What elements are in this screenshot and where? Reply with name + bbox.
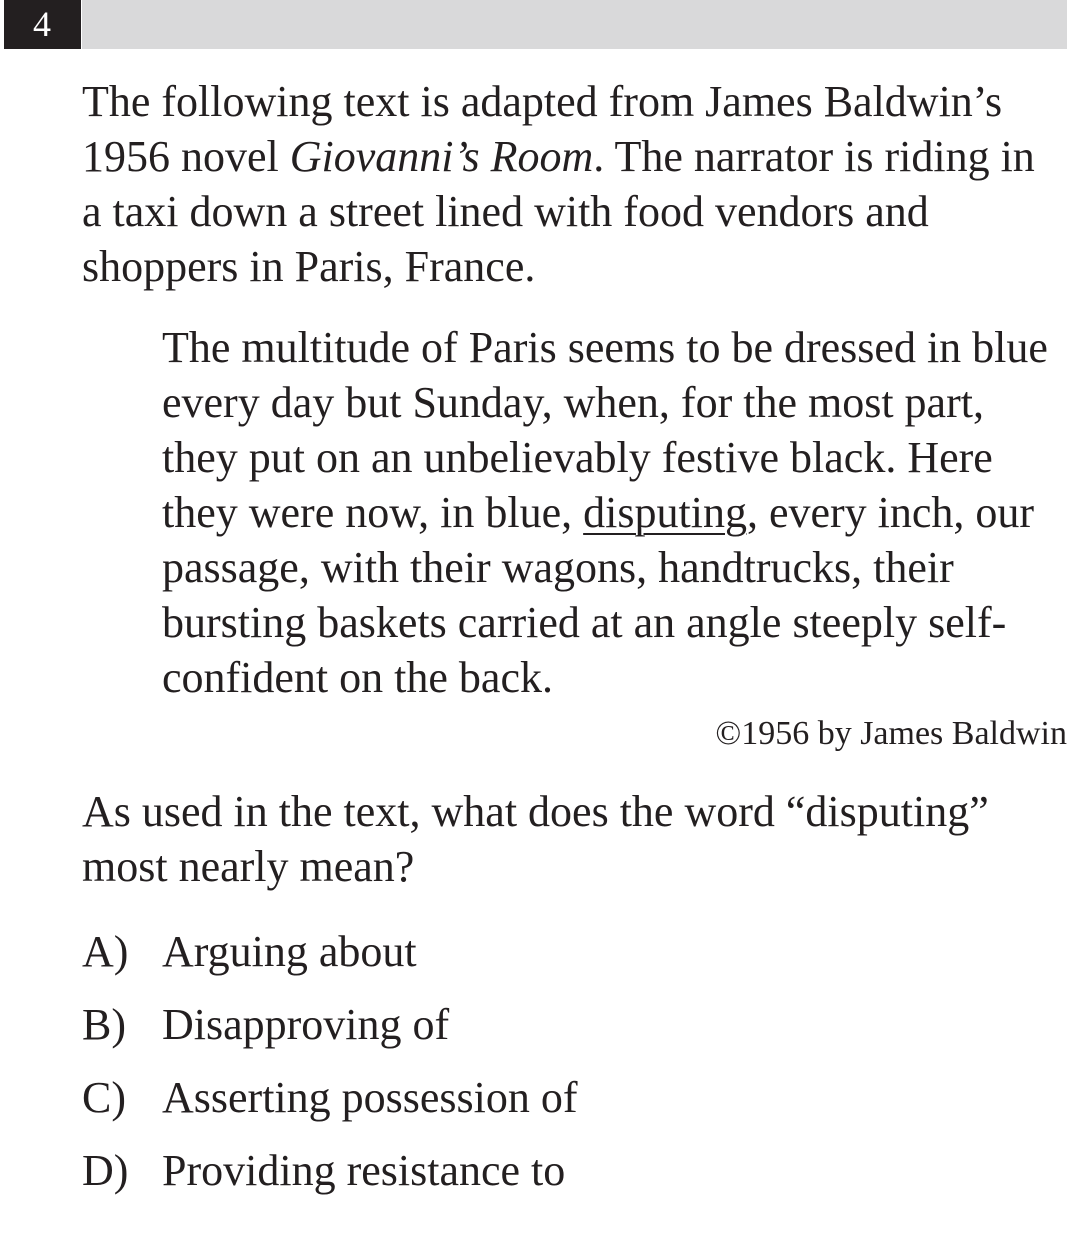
copyright-credit: ©1956 by James Baldwin (715, 715, 1067, 752)
choice-letter: D) (82, 1146, 129, 1195)
passage-text-end: , every inch, our passage, with their wagons, handtrucks, their bursting baskets carried at an angle steeply self-confident on the back. (162, 488, 1035, 702)
answer-choice-a[interactable] (82, 922, 1062, 982)
choice-letter: C) (82, 1073, 126, 1122)
choice-text: Arguing about (162, 927, 417, 976)
novel-title: Giovanni’s Room (289, 132, 594, 181)
intro-text-end: . The narrator is riding in a taxi down a street lined with food vendors and shoppers in Paris, France. (82, 132, 1035, 291)
question-prompt: As used in the text, what does the word “disputing” most nearly mean? (82, 787, 989, 891)
target-word: disputing (583, 488, 747, 537)
intro-text (82, 74, 1062, 294)
question-number-box (4, 0, 81, 49)
question-header-bar (82, 0, 1067, 49)
choice-letter: B) (82, 1000, 126, 1049)
passage-text-start: The multitude of Paris seems to be dressed in blue every day but Sunday, when, for the most part, they put on an unbelievably festive black. Here they were now, in blue, (162, 323, 1048, 537)
choice-letter: A) (82, 927, 129, 976)
choice-text: Providing resistance to (162, 1146, 566, 1195)
answer-choice-b[interactable] (82, 995, 1062, 1055)
question-number: 4 (33, 4, 51, 44)
intro-text-start: The following text is adapted from James Baldwin’s 1956 novel (82, 77, 1003, 181)
choice-text: Asserting possession of (162, 1073, 578, 1122)
answer-choice-d[interactable] (82, 1141, 1062, 1201)
passage-text (162, 320, 1062, 705)
answer-choice-c[interactable] (82, 1068, 1062, 1128)
choice-text: Disapproving of (162, 1000, 450, 1049)
